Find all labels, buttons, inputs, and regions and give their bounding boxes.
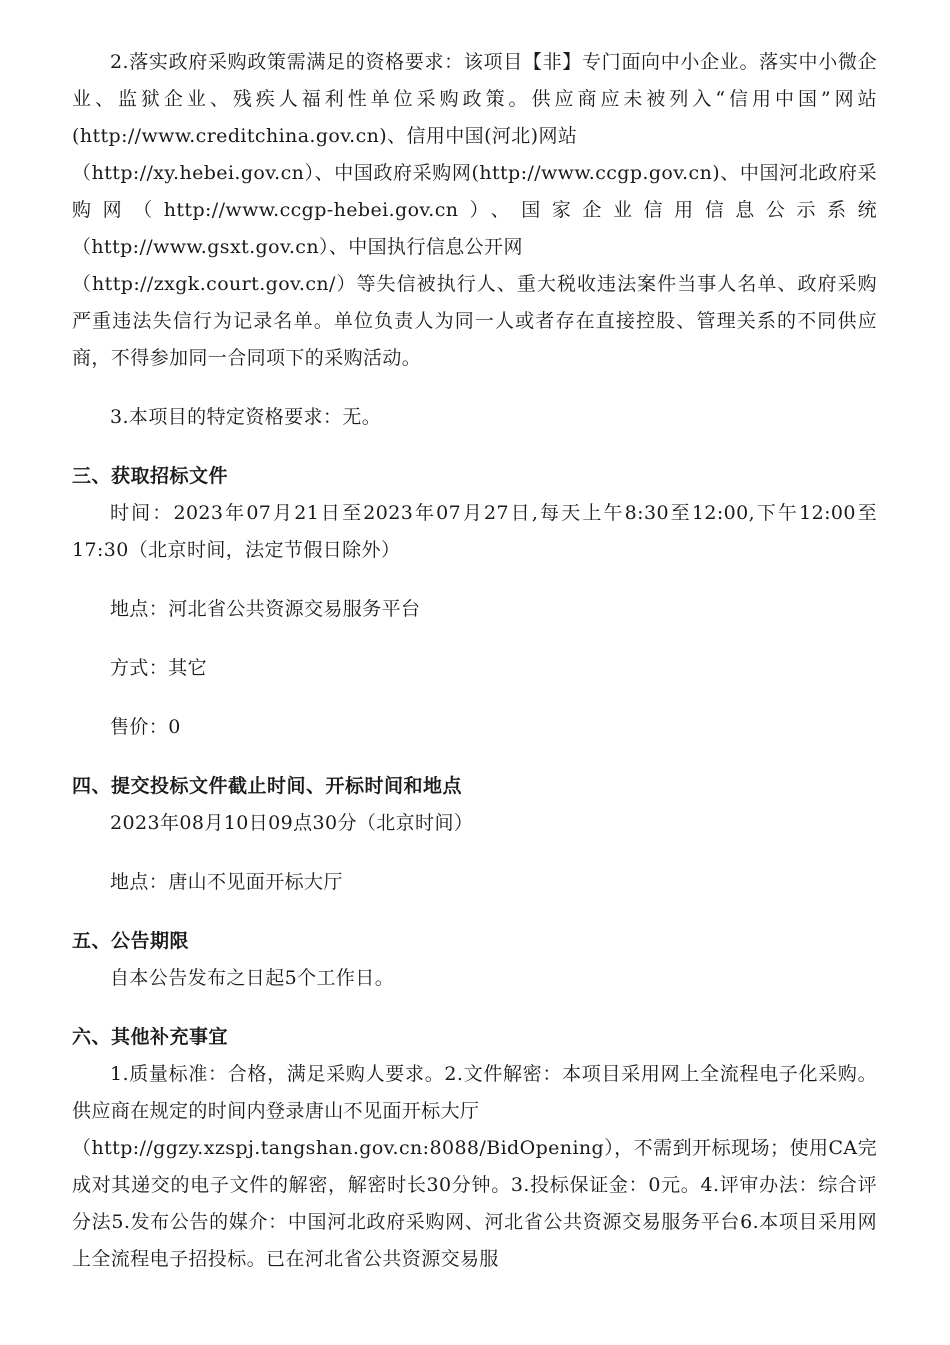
section-6-title: 六、其他补充事宜 <box>72 1026 229 1048</box>
section-3-price: 售价：0 <box>110 716 181 738</box>
announcement-page <box>72 44 877 1278</box>
qualification-item-2-urls: （http://xy.hebei.gov.cn）、中国政府采购网(http://www.ccgp.gov.cn)、中国河北政府采购网（http://www.ccgp-hebei.gov.cn）、国家企业信用信息公示系统（http://www.gsxt.gov.cn）、中国执行信息公开网 <box>72 162 877 258</box>
section-6-line-2: （http://ggzy.xzspj.tangshan.gov.cn:8088/BidOpening），不需到开标现场；使用CA完成对其递交的电子文件的解密，解密时长30分钟。3.投标保证金：0元。4.评审办法：综合评分法5.发布公告的媒介：中国河北政府采购网、河北省公共资源交易服务平台6.本项目采用网上全流程电子招投标。已在河北省公共资源交易服 <box>72 1137 877 1270</box>
section-4-title: 四、提交投标文件截止时间、开标时间和地点 <box>72 775 463 797</box>
qualification-item-2-text: 2.落实政府采购政策需满足的资格要求：该项目【非】专门面向中小企业。落实中小微企业、监狱企业、残疾人福利性单位采购政策。供应商应未被列入“信用中国”网站(http://www.creditchina.gov.cn)、信用中国(河北)网站 <box>72 51 877 147</box>
section-6-content <box>72 1056 877 1278</box>
section-3-time: 时间：2023年07月21日至2023年07月27日,每天上午8:30至12:00,下午12:00至17:30（北京时间，法定节假日除外） <box>72 502 877 561</box>
section-4-datetime: 2023年08月10日09点30分（北京时间） <box>110 812 474 834</box>
qualification-item-2-tail: （http://zxgk.court.gov.cn/）等失信被执行人、重大税收违法案件当事人名单、政府采购严重违法失信行为记录名单。单位负责人为同一人或者存在直接控股、管理关系的不同供应商，不得参加同一合同项下的采购活动。 <box>72 273 877 369</box>
section-4-location: 地点：唐山不见面开标大厅 <box>110 871 343 893</box>
section-3-location: 地点：河北省公共资源交易服务平台 <box>110 598 421 620</box>
section-5-title: 五、公告期限 <box>72 930 190 952</box>
section-6-line-1: 1.质量标准：合格，满足采购人要求。2.文件解密：本项目采用网上全流程电子化采购。供应商在规定的时间内登录唐山不见面开标大厅 <box>72 1063 877 1122</box>
qualification-item-3: 3.本项目的特定资格要求：无。 <box>110 406 382 428</box>
qualification-item-2 <box>72 44 877 377</box>
section-3-method: 方式：其它 <box>110 657 208 679</box>
section-3-title: 三、获取招标文件 <box>72 465 229 487</box>
section-5-content: 自本公告发布之日起5个工作日。 <box>110 967 395 989</box>
